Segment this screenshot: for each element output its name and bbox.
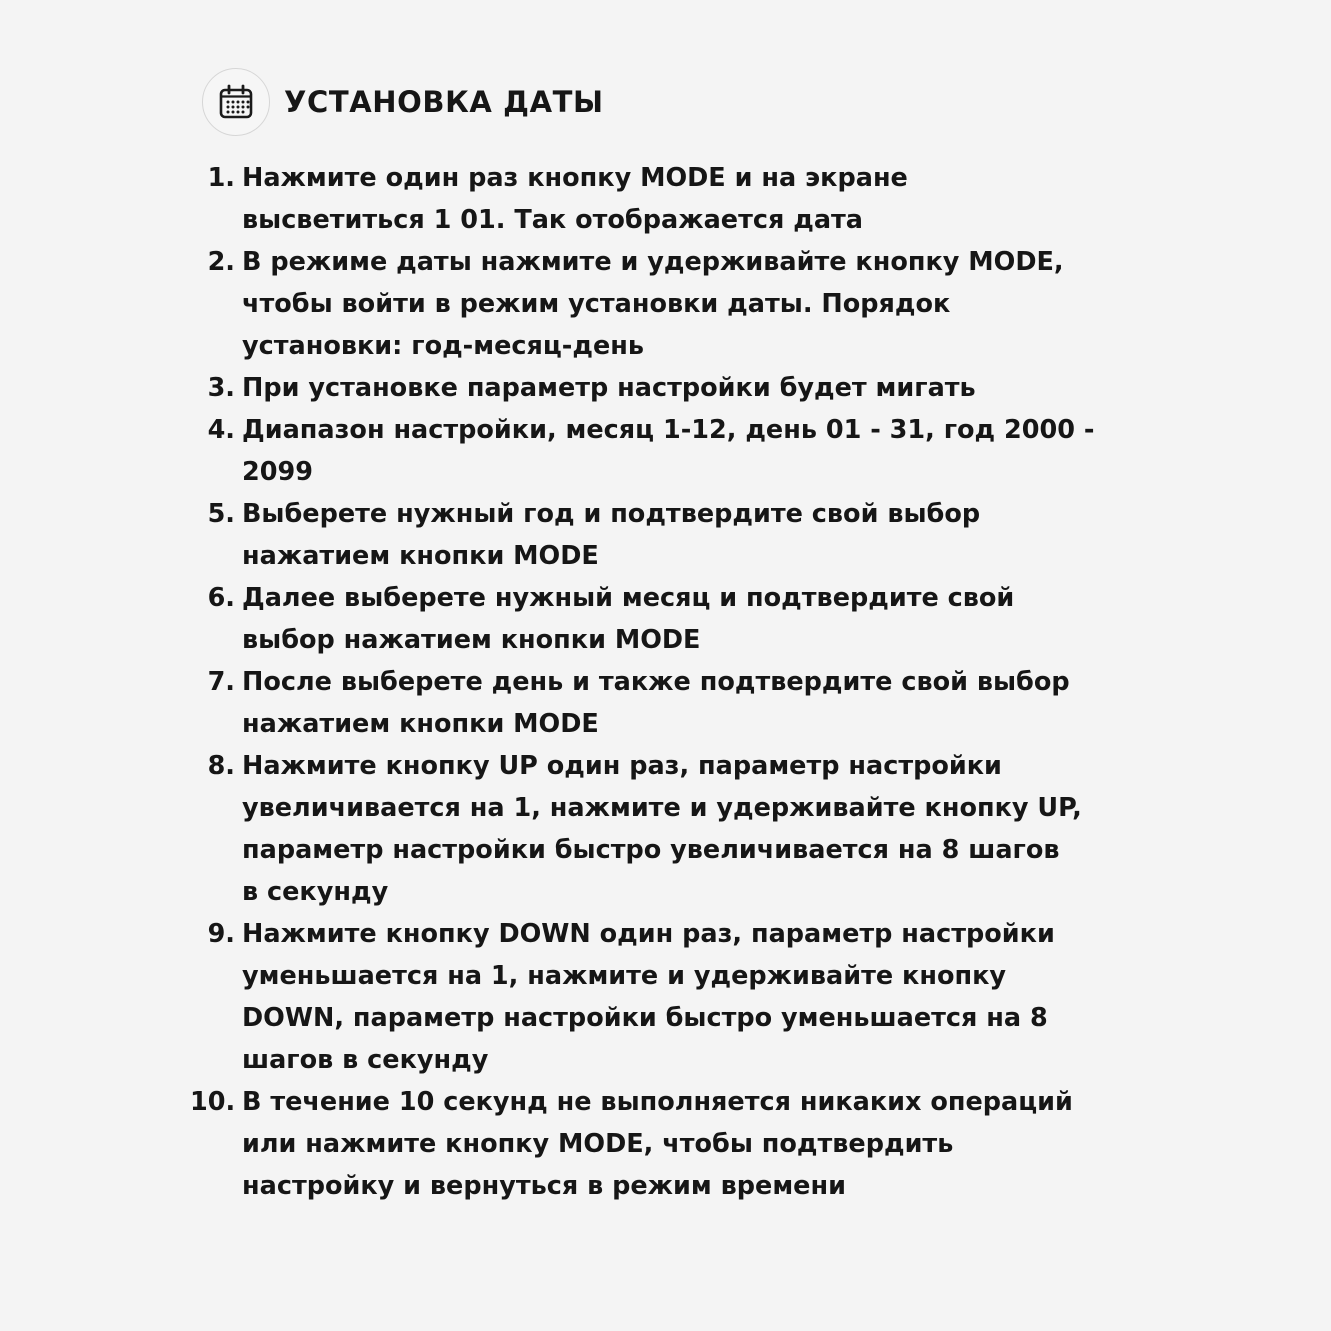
- steps-list: [190, 157, 1110, 1207]
- list-item: [190, 493, 1110, 577]
- step-number: 4.: [207, 415, 235, 445]
- section-header: [202, 67, 604, 137]
- step-text: Нажмите кнопку DOWN один раз, параметр настройки уменьшается на 1, нажмите и удерживайте кнопку DOWN, параметр настройки быстро уменьшается на 8 шагов в секунду: [242, 919, 1055, 1075]
- step-number: 9.: [207, 919, 235, 949]
- step-text: При установке параметр настройки будет мигать: [242, 373, 976, 403]
- list-item: [190, 241, 1110, 367]
- list-item: [190, 409, 1110, 493]
- list-item: [190, 661, 1110, 745]
- step-number: 3.: [207, 373, 235, 403]
- step-number: 5.: [207, 499, 235, 529]
- step-text: Далее выберете нужный месяц и подтвердите свой выбор нажатием кнопки MODE: [242, 583, 1015, 655]
- step-number: 6.: [207, 583, 235, 613]
- step-text: В режиме даты нажмите и удерживайте кнопку MODE, чтобы войти в режим установки даты. Порядок установки: год-месяц-день: [242, 247, 1064, 361]
- step-number: 10.: [190, 1087, 236, 1117]
- step-text: В течение 10 секунд не выполняется никаких операций или нажмите кнопку MODE, чтобы подтвердить настройку и вернуться в режим времени: [242, 1087, 1073, 1201]
- calendar-icon-badge: [202, 68, 270, 136]
- step-text: Нажмите один раз кнопку MODE и на экране высветиться 1 01. Так отображается дата: [242, 163, 908, 235]
- list-item: [190, 157, 1110, 241]
- list-item: [190, 1081, 1110, 1207]
- list-item: [190, 577, 1110, 661]
- page-title: УСТАНОВКА ДАТЫ: [284, 85, 604, 119]
- list-item: [190, 367, 1110, 409]
- list-item: [190, 745, 1110, 913]
- calendar-icon: [217, 83, 255, 121]
- step-number: 7.: [207, 667, 235, 697]
- step-number: 1.: [207, 163, 235, 193]
- step-text: Выберете нужный год и подтвердите свой выбор нажатием кнопки MODE: [242, 499, 981, 571]
- step-text: Диапазон настройки, месяц 1-12, день 01 - 31, год 2000 - 2099: [242, 415, 1095, 487]
- step-number: 8.: [207, 751, 235, 781]
- step-number: 2.: [207, 247, 235, 277]
- step-text: Нажмите кнопку UP один раз, параметр настройки увеличивается на 1, нажмите и удерживайте кнопку UP, параметр настройки быстро увеличивается на 8 шагов в секунду: [242, 751, 1082, 907]
- step-text: После выберете день и также подтвердите свой выбор нажатием кнопки MODE: [242, 667, 1070, 739]
- list-item: [190, 913, 1110, 1081]
